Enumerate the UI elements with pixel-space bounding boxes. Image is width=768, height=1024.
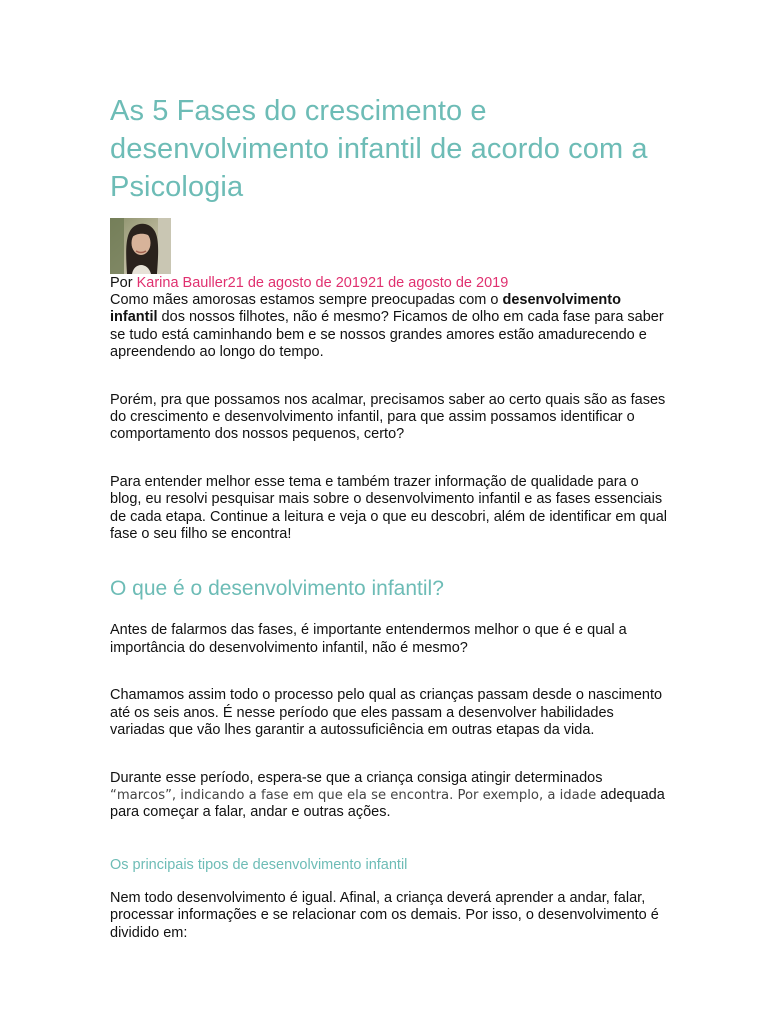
article bbox=[110, 92, 670, 942]
section2-paragraph-1: Nem todo desenvolvimento é igual. Afinal, a criança deverá aprender a andar, falar, processar informações e se relacionar com os demais. Por isso, o desenvolvimento é dividido em: bbox=[110, 889, 659, 941]
intro-p1-before: Como mães amorosas estamos sempre preocupadas com o bbox=[110, 292, 503, 308]
author-avatar bbox=[110, 218, 171, 274]
byline-prefix: Por bbox=[110, 275, 137, 291]
intro-paragraph-3: Para entender melhor esse tema e também trazer informação de qualidade para o blog, eu resolvi pesquisar mais sobre o desenvolvimento infantil e as fases essenciais de cada etapa. Continue a leitura e veja o que eu descobri, além de identificar em qual fase o seu filho se encontra! bbox=[110, 473, 667, 543]
article-byline bbox=[110, 275, 670, 292]
section1-p3-quote: “marcos”, indicando a fase em que ela se encontra. Por exemplo, a idade bbox=[110, 787, 597, 803]
author-link[interactable]: Karina Bauller21 de agosto de 201921 de agosto de 2019 bbox=[136, 275, 509, 291]
section1-paragraph-2: Chamamos assim todo o processo pelo qual as crianças passam desde o nascimento até os seis anos. É nesse período que eles passam a desenvolver habilidades variadas que vão lhes garantir a autossuficiência em outras etapas da vida. bbox=[110, 687, 663, 739]
intro-paragraph-2: Porém, pra que possamos nos acalmar, precisamos saber ao certo quais são as fases do crescimento e desenvolvimento infantil, para que assim possamos identificar o comportamento dos nossos pequenos, certo? bbox=[110, 391, 666, 443]
section1-p3-before: Durante esse período, espera-se que a criança consiga atingir determinados bbox=[110, 769, 603, 786]
intro-p1-bold: desenvolvimento infantil bbox=[110, 292, 621, 326]
section1-paragraph-1: Antes de falarmos das fases, é importante entendermos melhor o que é e qual a importância do desenvolvimento infantil, não é mesmo? bbox=[110, 622, 627, 656]
intro-paragraph-1 bbox=[110, 292, 670, 362]
section1-p3-after: adequada para começar a falar, andar e outras ações. bbox=[110, 786, 665, 821]
article-title: As 5 Fases do crescimento e desenvolvimento infantil de acordo com a Psicologia bbox=[110, 95, 648, 203]
section1-paragraph-3 bbox=[110, 770, 670, 822]
section-heading-what-is: O que é o desenvolvimento infantil? bbox=[110, 577, 444, 601]
intro-p1-after: dos nossos filhotes, não é mesmo? Ficamos de olho em cada fase para saber se tudo está caminhando bem e se nossos grandes amores estão amadurecendo e apreendendo ao longo do tempo. bbox=[110, 309, 664, 361]
section-heading-types: Os principais tipos de desenvolvimento infantil bbox=[110, 856, 408, 873]
